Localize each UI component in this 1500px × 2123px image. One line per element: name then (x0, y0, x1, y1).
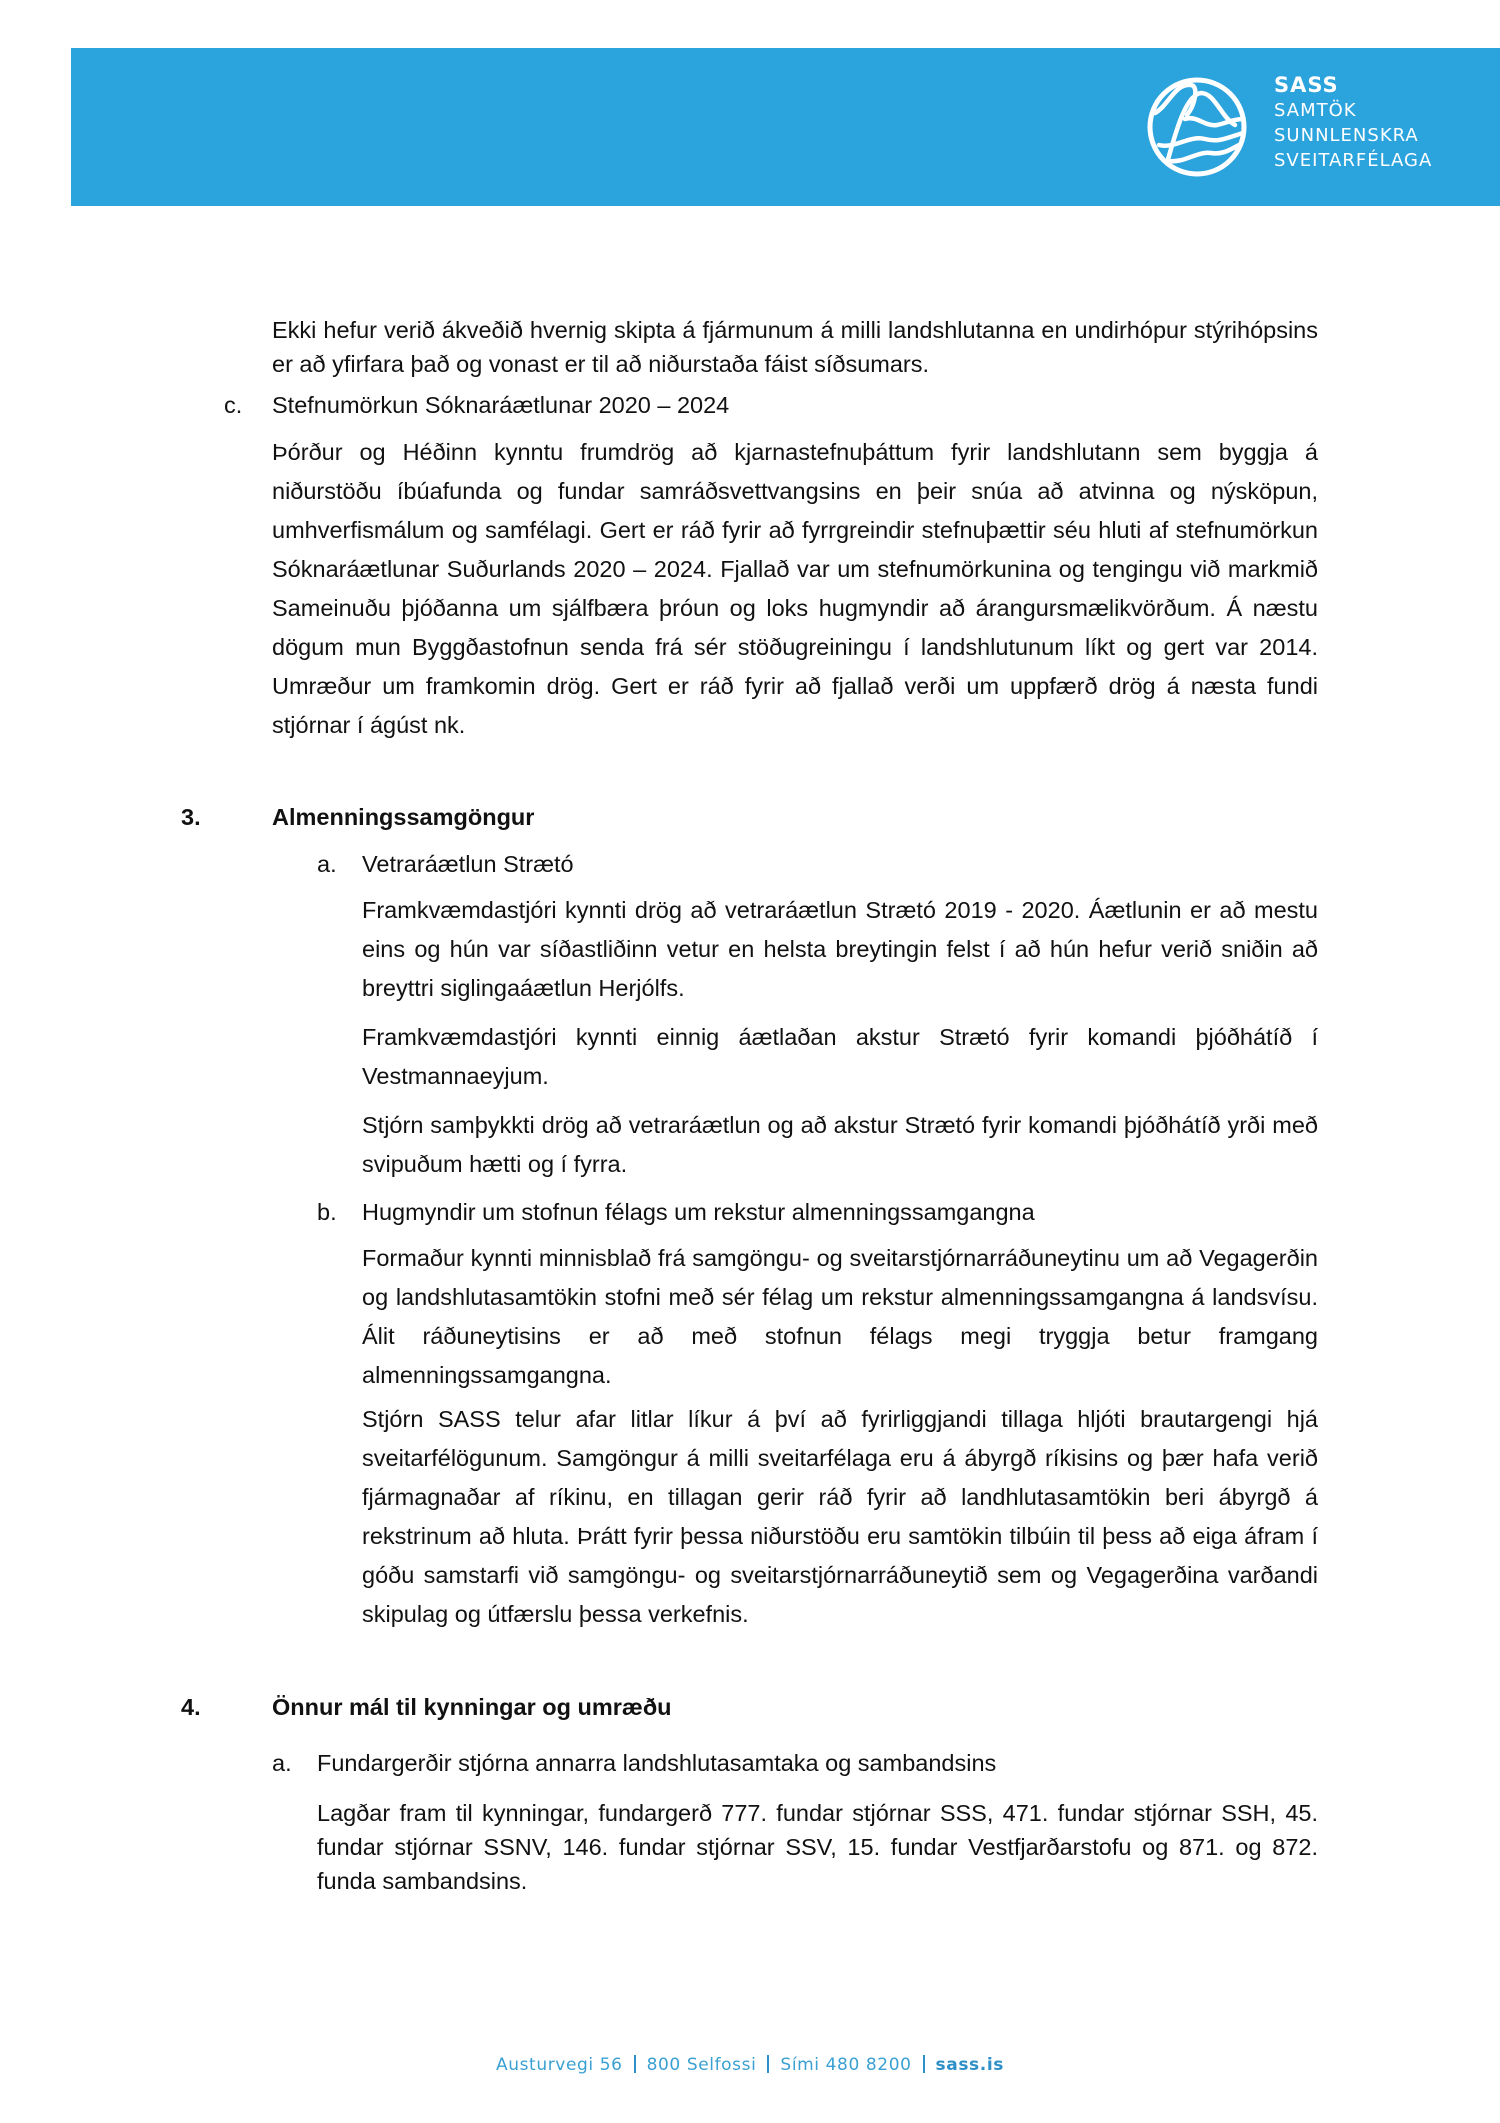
section-4a-marker: a. (272, 1750, 292, 1776)
logo-line-1: SAMTÖK (1274, 100, 1357, 121)
logo-line-2: SUNNLENSKRA (1274, 125, 1419, 146)
item-c-paragraph: Þórður og Héðinn kynntu frumdrög að kjarnastefnuþáttum fyrir landshlutann sem byggja á niðurstöðu íbúafunda og fundar samráðsvettvangsins en þeir snúa að atvinna og nýsköpun, umhverfismálum og samfélagi. Gert er ráð fyrir að fyrrgreindir stefnuþættir séu hluti af stefnumörkun Sóknaráætlunar Suðurlands 2020 – 2024. Fjallað var um stefnumörkunina og tengingu við markmið Sameinuðu þjóðanna um sjálfbæra þróun og loks hugmyndir að árangursmælikvörðum. Á næstu dögum mun Byggðastofnun senda frá sér stöðugreiningu í landshlutunum líkt og gert var 2014. Umræður um framkomin drög. Gert er ráð fyrir að fjallað verði um uppfærð drög á næsta fundi stjórnar í ágúst nk. (272, 439, 1318, 738)
item-c-marker: c. (224, 392, 243, 418)
footer-phone: Sími 480 8200 (780, 2055, 912, 2075)
footer-address: Austurvegi 56 (496, 2055, 623, 2075)
section-4-number: 4. (181, 1694, 201, 1720)
header-banner (71, 48, 1500, 206)
section-3-title: Almenningssamgöngur (272, 804, 535, 830)
section-3a-paragraph-2: Framkvæmdastjóri kynnti einnig áætlaðan akstur Strætó fyrir komandi þjóðhátíð í Vestmannaeyjum. (362, 1024, 1318, 1089)
footer-divider (923, 2055, 925, 2073)
footer-postal: 800 Selfossi (646, 2055, 757, 2075)
section-4-title: Önnur mál til kynningar og umræðu (272, 1694, 672, 1720)
section-3a-paragraph-3: Stjórn samþykkti drög að vetraráætlun og að akstur Strætó fyrir komandi þjóðhátíð yrði með svipuðum hætti og í fyrra. (362, 1112, 1318, 1177)
footer-divider (767, 2055, 769, 2073)
section-3a-marker: a. (317, 851, 337, 877)
sass-wave-circle-icon (1145, 75, 1249, 179)
logo-line-3: SVEITARFÉLAGA (1274, 150, 1433, 171)
section-3a-title: Vetraráætlun Strætó (362, 851, 574, 877)
section-4a-paragraph: Lagðar fram til kynningar, fundargerð 777. fundar stjórnar SSS, 471. fundar stjórnar SSH, 45. fundar stjórnar SSNV, 146. fundar stjórnar SSV, 15. fundar Vestfjarðarstofu og 871. og 872. funda sambandsins. (317, 1800, 1318, 1894)
intro-paragraph: Ekki hefur verið ákveðið hvernig skipta á fjármunum á milli landshlutanna en undirhópur stýrihópsins er að yfirfara það og vonast er til að niðurstaða fáist síðsumars. (272, 317, 1318, 377)
section-3b-marker: b. (317, 1199, 337, 1225)
section-3b-paragraph-2: Stjórn SASS telur afar litlar líkur á því að fyrirliggjandi tillaga hljóti brautargengi hjá sveitarfélögunum. Samgöngur á milli sveitarfélaga eru á ábyrgð ríkisins og þær hafa verið fjármagnaðar af ríkinu, en tillagan gerir ráð fyrir að landhlutasamtökin beri ábyrgð á rekstrinum að hluta. Þrátt fyrir þessa niðurstöðu eru samtökin tilbúin til þess að eiga áfram í góðu samstarfi við samgöngu- og sveitarstjórnarráðuneytið sem og Vegagerðina varðandi skipulag og útfærslu þessa verkefnis. (362, 1406, 1318, 1627)
section-3b-paragraph-1: Formaður kynnti minnisblað frá samgöngu- og sveitarstjórnarráðuneytinu um að Vegagerðin og landshlutasamtökin stofni með sér félag um rekstur almenningssamgangna á landsvísu. Álit ráðuneytisins er að með stofnun félags megi tryggja betur framgang almenningssamgangna. (362, 1245, 1318, 1388)
section-3b-title: Hugmyndir um stofnun félags um rekstur almenningssamgangna (362, 1199, 1035, 1225)
page-footer (0, 2055, 1500, 2075)
logo-brand: SASS (1274, 73, 1339, 97)
footer-website-link[interactable]: sass.is (935, 2055, 1004, 2075)
section-4a-title: Fundargerðir stjórna annarra landshlutasamtaka og sambandsins (317, 1750, 997, 1776)
footer-divider (634, 2055, 636, 2073)
section-3a-paragraph-1: Framkvæmdastjóri kynnti drög að vetraráætlun Strætó 2019 - 2020. Áætlunin er að mestu eins og hún var síðastliðinn vetur en helsta breytingin felst í að hún hefur verið sniðin að breyttri siglingaáætlun Herjólfs. (362, 897, 1318, 1001)
section-3-number: 3. (181, 804, 201, 830)
item-c-title: Stefnumörkun Sóknaráætlunar 2020 – 2024 (272, 392, 730, 418)
logo-wordmark (1274, 72, 1432, 173)
